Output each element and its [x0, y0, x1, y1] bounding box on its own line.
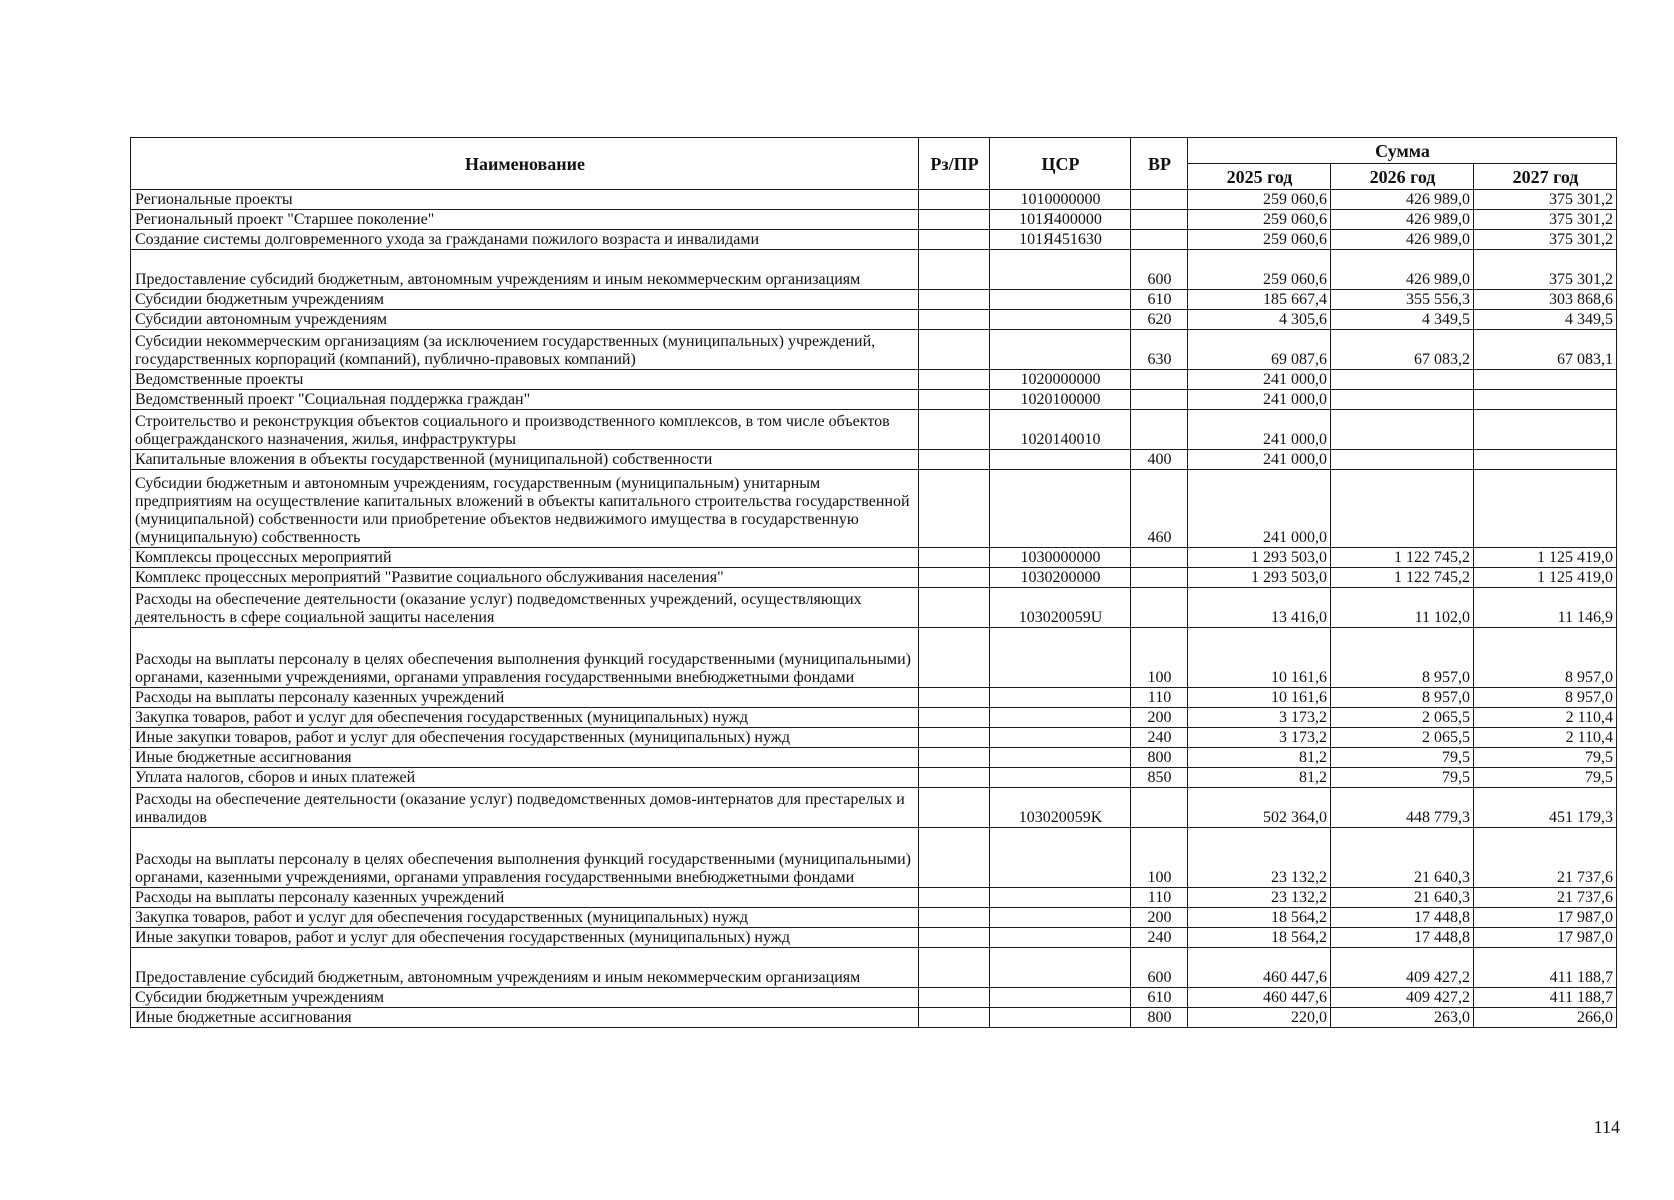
cell-csr: 103020059U — [990, 588, 1131, 628]
table-row — [131, 310, 1617, 330]
cell-2025: 18 564,2 — [1188, 908, 1331, 928]
cell-rzpr — [919, 310, 990, 330]
cell-vr — [1131, 190, 1188, 210]
cell-csr — [990, 450, 1131, 470]
header-year-2025: 2025 год — [1188, 164, 1331, 190]
header-year-2026: 2026 год — [1331, 164, 1474, 190]
cell-csr — [990, 688, 1131, 708]
cell-name: Субсидии бюджетным и автономным учреждениям, государственным (муниципальным) унитарным предприятиям на осуществление капитальных вложений в объекты капитального строительства государственной (муниципальной) собственности или приобретение объектов недвижимого имущества в государственную (муниципальную) собственность — [131, 470, 919, 548]
cell-2026: 17 448,8 — [1331, 908, 1474, 928]
cell-2026: 1 122 745,2 — [1331, 548, 1474, 568]
cell-2027: 375 301,2 — [1474, 230, 1617, 250]
cell-2027: 1 125 419,0 — [1474, 548, 1617, 568]
cell-2026 — [1331, 470, 1474, 548]
cell-csr: 1020000000 — [990, 370, 1131, 390]
cell-2027: 67 083,1 — [1474, 330, 1617, 370]
cell-name: Расходы на выплаты персоналу в целях обеспечения выполнения функций государственными (муниципальными) органами, казенными учреждениями, органами управления государственными внебюджетными фондами — [131, 628, 919, 688]
cell-2025: 23 132,2 — [1188, 888, 1331, 908]
cell-2026: 21 640,3 — [1331, 828, 1474, 888]
cell-csr — [990, 310, 1131, 330]
cell-2027: 21 737,6 — [1474, 888, 1617, 908]
cell-2026: 409 427,2 — [1331, 948, 1474, 988]
cell-2026: 263,0 — [1331, 1008, 1474, 1028]
cell-2025: 259 060,6 — [1188, 190, 1331, 210]
cell-csr — [990, 290, 1131, 310]
cell-2025: 13 416,0 — [1188, 588, 1331, 628]
header-sum: Сумма — [1188, 138, 1617, 164]
cell-rzpr — [919, 828, 990, 888]
cell-csr — [990, 1008, 1131, 1028]
cell-2025: 241 000,0 — [1188, 390, 1331, 410]
cell-2027: 2 110,4 — [1474, 708, 1617, 728]
cell-csr — [990, 250, 1131, 290]
cell-name: Предоставление субсидий бюджетным, автономным учреждениям и иным некоммерческим организациям — [131, 948, 919, 988]
cell-csr — [990, 330, 1131, 370]
table-row — [131, 370, 1617, 390]
cell-2026: 79,5 — [1331, 768, 1474, 788]
cell-2027: 266,0 — [1474, 1008, 1617, 1028]
cell-name: Субсидии некоммерческим организациям (за исключением государственных (муниципальных) учреждений, государственных корпораций (компаний), публично-правовых компаний) — [131, 330, 919, 370]
cell-rzpr — [919, 210, 990, 230]
cell-vr: 100 — [1131, 828, 1188, 888]
table-header — [131, 138, 1617, 190]
table-row — [131, 908, 1617, 928]
cell-csr — [990, 628, 1131, 688]
cell-2026 — [1331, 390, 1474, 410]
cell-vr — [1131, 788, 1188, 828]
cell-2027 — [1474, 450, 1617, 470]
cell-2027: 411 188,7 — [1474, 988, 1617, 1008]
cell-name: Ведомственный проект "Социальная поддержка граждан" — [131, 390, 919, 410]
table-row — [131, 330, 1617, 370]
cell-2027 — [1474, 390, 1617, 410]
cell-rzpr — [919, 628, 990, 688]
cell-vr: 600 — [1131, 250, 1188, 290]
cell-name: Расходы на выплаты персоналу казенных учреждений — [131, 888, 919, 908]
cell-name: Комплексы процессных мероприятий — [131, 548, 919, 568]
cell-2027 — [1474, 410, 1617, 450]
cell-2026 — [1331, 410, 1474, 450]
cell-name: Иные закупки товаров, работ и услуг для обеспечения государственных (муниципальных) нужд — [131, 928, 919, 948]
table-row — [131, 948, 1617, 988]
cell-csr — [990, 708, 1131, 728]
cell-csr — [990, 470, 1131, 548]
cell-vr: 850 — [1131, 768, 1188, 788]
cell-rzpr — [919, 988, 990, 1008]
cell-name: Закупка товаров, работ и услуг для обеспечения государственных (муниципальных) нужд — [131, 908, 919, 928]
cell-2025: 1 293 503,0 — [1188, 548, 1331, 568]
cell-vr — [1131, 210, 1188, 230]
cell-rzpr — [919, 948, 990, 988]
cell-2026: 426 989,0 — [1331, 190, 1474, 210]
cell-csr: 103020059K — [990, 788, 1131, 828]
cell-vr: 610 — [1131, 988, 1188, 1008]
cell-rzpr — [919, 290, 990, 310]
cell-2025: 3 173,2 — [1188, 728, 1331, 748]
cell-2027: 21 737,6 — [1474, 828, 1617, 888]
table-row — [131, 410, 1617, 450]
table-row — [131, 788, 1617, 828]
cell-2025: 241 000,0 — [1188, 450, 1331, 470]
cell-vr: 620 — [1131, 310, 1188, 330]
cell-csr — [990, 828, 1131, 888]
table-row — [131, 190, 1617, 210]
cell-2026: 409 427,2 — [1331, 988, 1474, 1008]
cell-rzpr — [919, 250, 990, 290]
cell-2025: 259 060,6 — [1188, 210, 1331, 230]
cell-2026: 2 065,5 — [1331, 708, 1474, 728]
cell-csr — [990, 768, 1131, 788]
header-csr: ЦСР — [990, 138, 1131, 190]
cell-2025: 81,2 — [1188, 768, 1331, 788]
table-row — [131, 230, 1617, 250]
cell-2025: 23 132,2 — [1188, 828, 1331, 888]
cell-name: Расходы на обеспечение деятельности (оказание услуг) подведомственных учреждений, осуществляющих деятельность в сфере социальной защиты населения — [131, 588, 919, 628]
cell-2026: 11 102,0 — [1331, 588, 1474, 628]
cell-2025: 241 000,0 — [1188, 370, 1331, 390]
cell-2026: 426 989,0 — [1331, 250, 1474, 290]
cell-rzpr — [919, 728, 990, 748]
cell-vr — [1131, 230, 1188, 250]
cell-name: Предоставление субсидий бюджетным, автономным учреждениям и иным некоммерческим организациям — [131, 250, 919, 290]
cell-rzpr — [919, 768, 990, 788]
cell-rzpr — [919, 928, 990, 948]
table-row — [131, 210, 1617, 230]
cell-rzpr — [919, 410, 990, 450]
header-rzpr: Рз/ПР — [919, 138, 990, 190]
cell-2025: 241 000,0 — [1188, 410, 1331, 450]
table-row — [131, 470, 1617, 548]
cell-vr: 630 — [1131, 330, 1188, 370]
table-row — [131, 988, 1617, 1008]
cell-name: Уплата налогов, сборов и иных платежей — [131, 768, 919, 788]
cell-2027: 11 146,9 — [1474, 588, 1617, 628]
cell-vr: 240 — [1131, 928, 1188, 948]
cell-rzpr — [919, 908, 990, 928]
table-row — [131, 928, 1617, 948]
cell-csr: 1010000000 — [990, 190, 1131, 210]
cell-vr: 100 — [1131, 628, 1188, 688]
header-name: Наименование — [131, 138, 919, 190]
table-row — [131, 628, 1617, 688]
cell-2027: 79,5 — [1474, 748, 1617, 768]
cell-rzpr — [919, 548, 990, 568]
budget-table — [130, 137, 1617, 1028]
cell-vr — [1131, 370, 1188, 390]
cell-2025: 10 161,6 — [1188, 688, 1331, 708]
cell-2026: 2 065,5 — [1331, 728, 1474, 748]
cell-vr — [1131, 568, 1188, 588]
cell-2026: 426 989,0 — [1331, 230, 1474, 250]
cell-rzpr — [919, 588, 990, 628]
cell-2025: 259 060,6 — [1188, 230, 1331, 250]
cell-csr — [990, 728, 1131, 748]
cell-2025: 220,0 — [1188, 1008, 1331, 1028]
cell-csr — [990, 908, 1131, 928]
cell-2027: 303 868,6 — [1474, 290, 1617, 310]
cell-name: Расходы на выплаты персоналу казенных учреждений — [131, 688, 919, 708]
table-row — [131, 748, 1617, 768]
cell-2027: 4 349,5 — [1474, 310, 1617, 330]
cell-2026: 4 349,5 — [1331, 310, 1474, 330]
cell-name: Ведомственные проекты — [131, 370, 919, 390]
cell-csr — [990, 888, 1131, 908]
cell-vr: 610 — [1131, 290, 1188, 310]
table-row — [131, 708, 1617, 728]
cell-name: Расходы на обеспечение деятельности (оказание услуг) подведомственных домов-интернатов для престарелых и инвалидов — [131, 788, 919, 828]
cell-2027: 8 957,0 — [1474, 688, 1617, 708]
table-row — [131, 828, 1617, 888]
cell-2025: 259 060,6 — [1188, 250, 1331, 290]
cell-name: Комплекс процессных мероприятий "Развитие социального обслуживания населения" — [131, 568, 919, 588]
cell-name: Создание системы долговременного ухода за гражданами пожилого возраста и инвалидами — [131, 230, 919, 250]
cell-rzpr — [919, 450, 990, 470]
cell-name: Региональный проект "Старшее поколение" — [131, 210, 919, 230]
cell-2025: 241 000,0 — [1188, 470, 1331, 548]
cell-2027: 79,5 — [1474, 768, 1617, 788]
cell-2027: 17 987,0 — [1474, 928, 1617, 948]
cell-name: Субсидии бюджетным учреждениям — [131, 290, 919, 310]
cell-2027: 17 987,0 — [1474, 908, 1617, 928]
cell-2025: 10 161,6 — [1188, 628, 1331, 688]
cell-rzpr — [919, 230, 990, 250]
cell-name: Капитальные вложения в объекты государственной (муниципальной) собственности — [131, 450, 919, 470]
cell-rzpr — [919, 190, 990, 210]
cell-2027: 411 188,7 — [1474, 948, 1617, 988]
cell-2025: 3 173,2 — [1188, 708, 1331, 728]
table-row — [131, 290, 1617, 310]
cell-rzpr — [919, 568, 990, 588]
cell-2026: 355 556,3 — [1331, 290, 1474, 310]
table-row — [131, 450, 1617, 470]
cell-vr: 800 — [1131, 748, 1188, 768]
cell-2025: 69 087,6 — [1188, 330, 1331, 370]
cell-vr: 800 — [1131, 1008, 1188, 1028]
cell-rzpr — [919, 390, 990, 410]
cell-2026: 1 122 745,2 — [1331, 568, 1474, 588]
cell-2026: 8 957,0 — [1331, 628, 1474, 688]
cell-2025: 185 667,4 — [1188, 290, 1331, 310]
cell-2026: 426 989,0 — [1331, 210, 1474, 230]
cell-csr: 101Я400000 — [990, 210, 1131, 230]
cell-2027: 375 301,2 — [1474, 210, 1617, 230]
cell-name: Иные бюджетные ассигнования — [131, 1008, 919, 1028]
cell-2027: 451 179,3 — [1474, 788, 1617, 828]
cell-rzpr — [919, 748, 990, 768]
table-row — [131, 1008, 1617, 1028]
cell-2025: 460 447,6 — [1188, 988, 1331, 1008]
cell-csr — [990, 948, 1131, 988]
cell-rzpr — [919, 708, 990, 728]
cell-rzpr — [919, 1008, 990, 1028]
cell-csr — [990, 748, 1131, 768]
cell-name: Региональные проекты — [131, 190, 919, 210]
cell-csr: 101Я451630 — [990, 230, 1131, 250]
cell-2027 — [1474, 370, 1617, 390]
cell-name: Субсидии бюджетным учреждениям — [131, 988, 919, 1008]
table-row — [131, 390, 1617, 410]
cell-rzpr — [919, 330, 990, 370]
cell-vr: 110 — [1131, 888, 1188, 908]
cell-name: Иные бюджетные ассигнования — [131, 748, 919, 768]
table-row — [131, 568, 1617, 588]
cell-2027 — [1474, 470, 1617, 548]
cell-name: Расходы на выплаты персоналу в целях обеспечения выполнения функций государственными (муниципальными) органами, казенными учреждениями, органами управления государственными внебюджетными фондами — [131, 828, 919, 888]
table-row — [131, 548, 1617, 568]
cell-2025: 81,2 — [1188, 748, 1331, 768]
cell-csr — [990, 988, 1131, 1008]
cell-2026: 17 448,8 — [1331, 928, 1474, 948]
cell-name: Иные закупки товаров, работ и услуг для обеспечения государственных (муниципальных) нужд — [131, 728, 919, 748]
cell-vr: 110 — [1131, 688, 1188, 708]
cell-name: Строительство и реконструкция объектов социального и производственного комплексов, в том числе объектов общегражданского назначения, жилья, инфраструктуры — [131, 410, 919, 450]
cell-vr — [1131, 390, 1188, 410]
cell-rzpr — [919, 470, 990, 548]
cell-2026: 67 083,2 — [1331, 330, 1474, 370]
table-row — [131, 250, 1617, 290]
cell-2027: 1 125 419,0 — [1474, 568, 1617, 588]
cell-csr: 1030000000 — [990, 548, 1131, 568]
cell-vr — [1131, 588, 1188, 628]
cell-2026: 448 779,3 — [1331, 788, 1474, 828]
cell-2026: 21 640,3 — [1331, 888, 1474, 908]
cell-2027: 375 301,2 — [1474, 250, 1617, 290]
cell-2025: 4 305,6 — [1188, 310, 1331, 330]
table-row — [131, 688, 1617, 708]
cell-csr — [990, 928, 1131, 948]
cell-rzpr — [919, 688, 990, 708]
cell-2025: 460 447,6 — [1188, 948, 1331, 988]
header-year-2027: 2027 год — [1474, 164, 1617, 190]
cell-vr: 400 — [1131, 450, 1188, 470]
cell-2026: 8 957,0 — [1331, 688, 1474, 708]
cell-2026: 79,5 — [1331, 748, 1474, 768]
cell-vr — [1131, 410, 1188, 450]
cell-2027: 375 301,2 — [1474, 190, 1617, 210]
cell-vr — [1131, 548, 1188, 568]
cell-2025: 1 293 503,0 — [1188, 568, 1331, 588]
cell-2027: 8 957,0 — [1474, 628, 1617, 688]
cell-name: Субсидии автономным учреждениям — [131, 310, 919, 330]
cell-2026 — [1331, 370, 1474, 390]
cell-vr: 200 — [1131, 908, 1188, 928]
cell-2026 — [1331, 450, 1474, 470]
cell-vr: 600 — [1131, 948, 1188, 988]
cell-vr: 200 — [1131, 708, 1188, 728]
cell-2025: 18 564,2 — [1188, 928, 1331, 948]
table-body — [131, 190, 1617, 1028]
cell-2025: 502 364,0 — [1188, 788, 1331, 828]
table-row — [131, 588, 1617, 628]
cell-2027: 2 110,4 — [1474, 728, 1617, 748]
cell-vr: 240 — [1131, 728, 1188, 748]
table-row — [131, 888, 1617, 908]
cell-vr: 460 — [1131, 470, 1188, 548]
cell-rzpr — [919, 888, 990, 908]
table-row — [131, 728, 1617, 748]
page-number: 114 — [1593, 1117, 1620, 1137]
cell-name: Закупка товаров, работ и услуг для обеспечения государственных (муниципальных) нужд — [131, 708, 919, 728]
cell-csr: 1020140010 — [990, 410, 1131, 450]
cell-csr: 1020100000 — [990, 390, 1131, 410]
header-vr: ВР — [1131, 138, 1188, 190]
table-row — [131, 768, 1617, 788]
cell-rzpr — [919, 370, 990, 390]
cell-csr: 1030200000 — [990, 568, 1131, 588]
cell-rzpr — [919, 788, 990, 828]
